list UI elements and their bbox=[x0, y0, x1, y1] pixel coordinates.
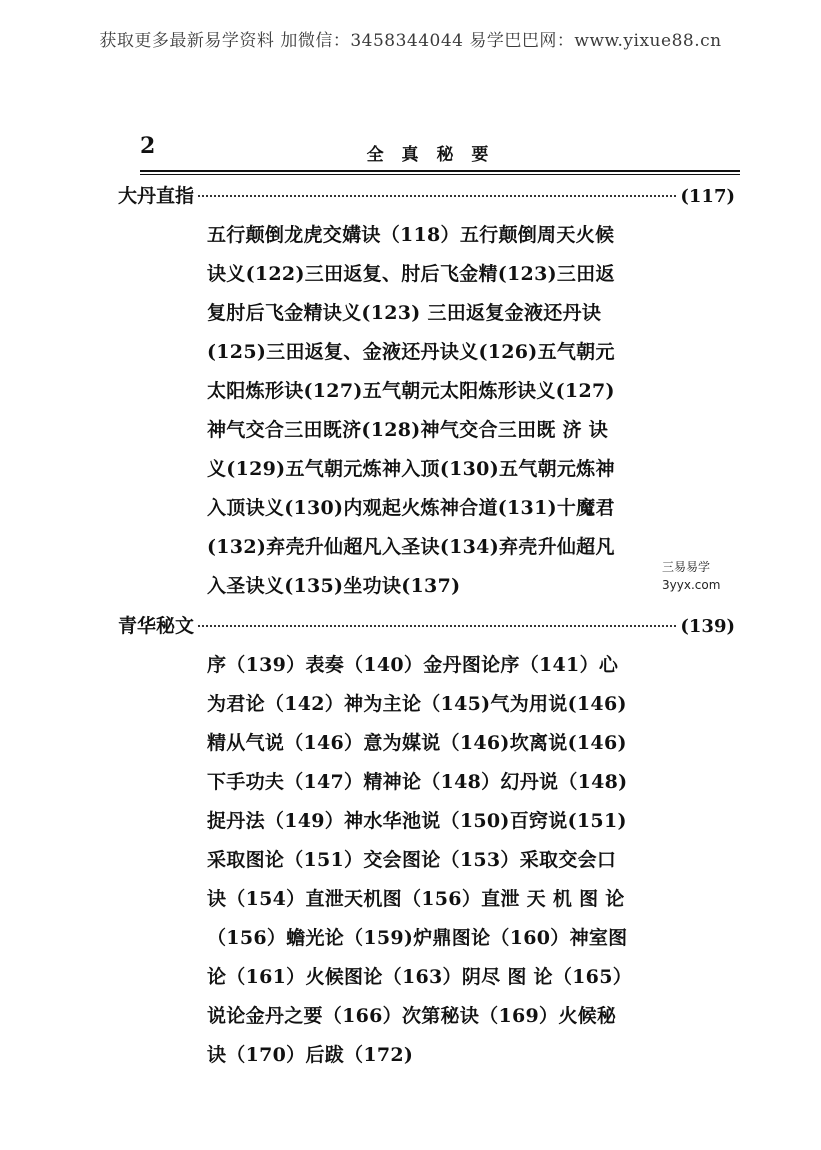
toc-entry-page: (139) bbox=[680, 616, 735, 637]
toc-subentry-line: (125)三田返复、金液还丹诀义(126)五气朝元 bbox=[207, 341, 615, 363]
toc-subentry-line: 捉丹法（149）神水华池说（150)百窍说(151) bbox=[207, 810, 627, 832]
toc-subentry-line: 入顶诀义(130)内观起火炼神合道(131)十魔君 bbox=[207, 497, 615, 519]
toc-subentry-line: (132)弃壳升仙超凡入圣诀(134)弃壳升仙超凡 bbox=[207, 536, 615, 558]
toc-subentries-dadan-zhizhi bbox=[207, 216, 659, 606]
toc-subentry-line: 复肘后飞金精诀义(123) 三田返复金液还丹诀 bbox=[207, 302, 602, 324]
side-watermark bbox=[662, 558, 720, 594]
page-number: 2 bbox=[140, 133, 156, 159]
toc-subentry-line: 五行颠倒龙虎交媾诀（118）五行颠倒周天火候 bbox=[207, 224, 615, 246]
side-watermark-line: 3yyx.com bbox=[662, 578, 721, 592]
toc-subentry-line: 诀义(122)三田返复、肘后飞金精(123)三田返 bbox=[207, 263, 615, 285]
header-rule-thick bbox=[140, 170, 740, 172]
header-rule-thin bbox=[140, 174, 740, 175]
toc-subentry-line: 下手功夫（147）精神论（148）幻丹说（148) bbox=[207, 771, 628, 793]
toc-subentry-line: 论（161）火候图论（163）阴尽 图 论（165） bbox=[207, 966, 633, 988]
toc-subentry-line: 序（139）表奏（140）金丹图论序（141）心 bbox=[207, 654, 619, 676]
toc-entry-page: (117) bbox=[680, 186, 735, 207]
toc-subentry-line: 诀（170）后跋（172) bbox=[207, 1044, 414, 1066]
toc-subentry-line: 采取图论（151）交会图论（153）采取交会口 bbox=[207, 849, 617, 871]
toc-subentry-line: 太阳炼形诀(127)五气朝元太阳炼形诀义(127) bbox=[207, 380, 615, 402]
running-title: 全 真 秘 要 bbox=[366, 145, 495, 165]
toc-subentry-line: 精从气说（146）意为媒说（146)坎离说(146) bbox=[207, 732, 627, 754]
toc-entry-title: 青华秘文 bbox=[118, 615, 195, 637]
toc-entry-qinghua-miwen[interactable] bbox=[118, 611, 735, 638]
dot-leader bbox=[198, 195, 676, 197]
toc-entry-dadan-zhizhi[interactable] bbox=[118, 181, 735, 208]
dot-leader bbox=[198, 625, 676, 627]
toc-subentry-line: 说论金丹之要（166）次第秘诀（169）火候秘 bbox=[207, 1005, 617, 1027]
watermark-banner: 获取更多最新易学资料 加微信：3458344044 易学巴巴网：www.yixue88.cn bbox=[99, 31, 722, 51]
toc-subentry-line: 义(129)五气朝元炼神入顶(130)五气朝元炼神 bbox=[207, 458, 615, 480]
toc-subentries-qinghua-miwen bbox=[207, 646, 659, 1075]
toc-subentry-line: 神气交合三田既济(128)神气交合三田既 济 诀 bbox=[207, 419, 609, 441]
side-watermark-line: 三易易学 bbox=[662, 560, 711, 574]
toc-entry-title: 大丹直指 bbox=[118, 185, 195, 207]
toc-subentry-line: 诀（154）直泄天机图（156）直泄 天 机 图 论 bbox=[207, 888, 625, 910]
toc-subentry-line: （156）蟾光论（159)炉鼎图论（160）神室图 bbox=[207, 927, 628, 949]
toc-subentry-line: 入圣诀义(135)坐功诀(137) bbox=[207, 575, 461, 597]
toc-subentry-line: 为君论（142）神为主论（145)气为用说(146) bbox=[207, 693, 627, 715]
